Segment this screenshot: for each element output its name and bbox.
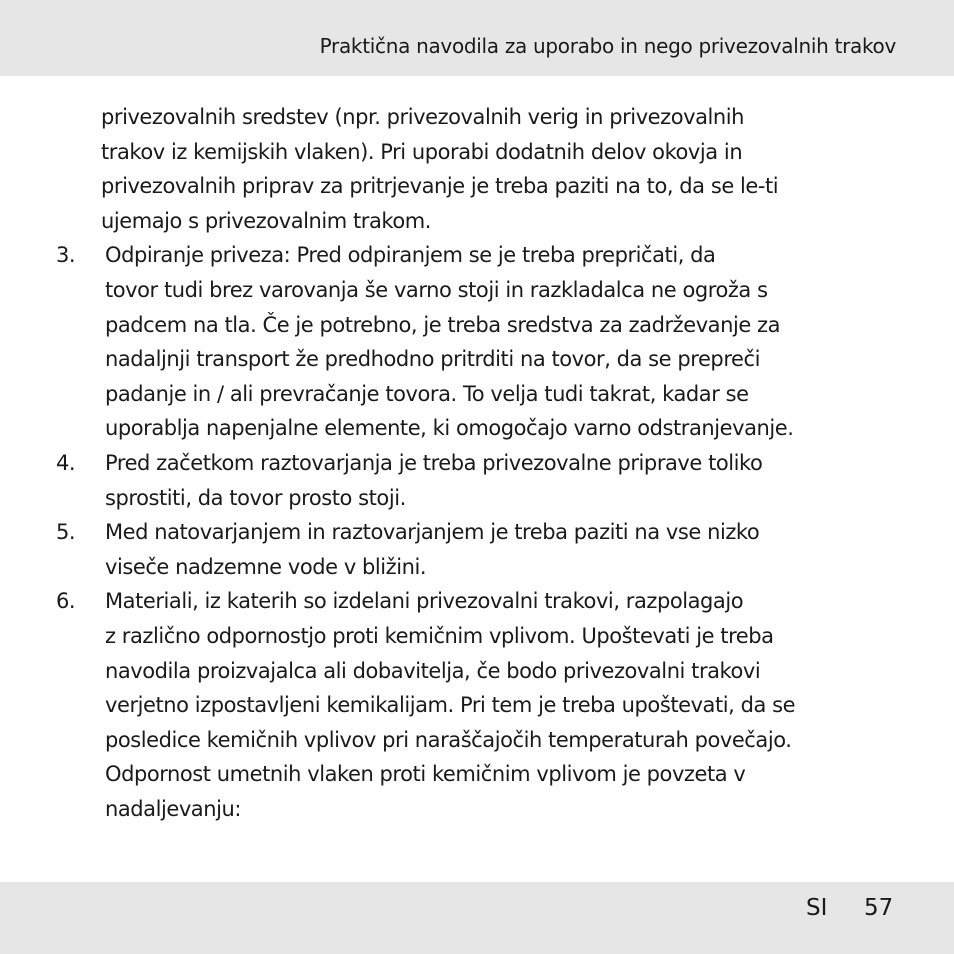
list-item-6-line xyxy=(0,654,954,689)
list-item-4-line xyxy=(0,481,954,516)
header-title: Praktična navodila za uporabo in nego privezovalnih trakov xyxy=(319,34,896,58)
intro-line xyxy=(0,100,954,135)
item-number: 4. xyxy=(56,450,76,475)
list-item-6-line xyxy=(0,792,954,827)
list-item-6-line xyxy=(0,688,954,723)
list-item-3-line xyxy=(0,377,954,412)
language-code: SI xyxy=(806,895,828,921)
list-item-4 xyxy=(0,446,954,481)
list-item-5 xyxy=(0,515,954,550)
list-item-6 xyxy=(0,584,954,619)
intro-line xyxy=(0,169,954,204)
item-text: uporablja napenjalne elemente, ki omogočajo varno odstranjevanje. xyxy=(105,416,794,441)
item-number: 5. xyxy=(56,520,76,545)
item-text: sprostiti, da tovor prosto stoji. xyxy=(105,485,406,510)
item-text: Pred začetkom raztovarjanja je treba privezovalne priprave toliko xyxy=(105,450,763,475)
list-item-6-line xyxy=(0,619,954,654)
list-item-5-line xyxy=(0,550,954,585)
intro-text: ujemajo s privezovalnim trakom. xyxy=(101,208,431,233)
item-text: navodila proizvajalca ali dobavitelja, če bodo privezovalni trakovi xyxy=(105,658,761,683)
intro-line xyxy=(0,135,954,170)
intro-text: privezovalnih priprav za pritrjevanje je treba paziti na to, da se le-ti xyxy=(101,174,779,199)
item-text: posledice kemičnih vplivov pri naraščajočih temperaturah povečajo. xyxy=(105,727,792,752)
page-footer xyxy=(0,882,954,954)
list-item-3-line xyxy=(0,308,954,343)
item-number: 6. xyxy=(56,589,76,614)
list-item-6-line xyxy=(0,723,954,758)
item-text: viseče nadzemne vode v bližini. xyxy=(105,554,427,579)
page-header xyxy=(0,0,954,76)
intro-line xyxy=(0,204,954,239)
page-number: 57 xyxy=(864,895,894,921)
item-text: padanje in / ali prevračanje tovora. To velja tudi takrat, kadar se xyxy=(105,381,749,406)
page-body xyxy=(0,100,954,826)
item-text: nadaljnji transport že predhodno pritrditi na tovor, da se prepreči xyxy=(105,347,760,372)
item-text: z različno odpornostjo proti kemičnim vplivom. Upoštevati je treba xyxy=(105,623,774,648)
intro-text: trakov iz kemijskih vlaken). Pri uporabi dodatnih delov okovja in xyxy=(101,139,743,164)
item-text: verjetno izpostavljeni kemikalijam. Pri tem je treba upoštevati, da se xyxy=(105,693,796,718)
item-text: Odpornost umetnih vlaken proti kemičnim vplivom je povzeta v xyxy=(105,762,746,787)
item-text: nadaljevanju: xyxy=(105,796,241,821)
list-item-3-line xyxy=(0,411,954,446)
list-item-3-line xyxy=(0,273,954,308)
item-text: padcem na tla. Če je potrebno, je treba sredstva za zadrževanje za xyxy=(105,312,781,337)
item-text: Materiali, iz katerih so izdelani privezovalni trakovi, razpolagajo xyxy=(105,589,744,614)
list-item-3-line xyxy=(0,342,954,377)
item-number: 3. xyxy=(56,243,76,268)
item-text: Med natovarjanjem in raztovarjanjem je treba paziti na vse nizko xyxy=(105,520,760,545)
intro-text: privezovalnih sredstev (npr. privezovalnih verig in privezovalnih xyxy=(101,105,744,129)
list-item-6-line xyxy=(0,757,954,792)
item-text: tovor tudi brez varovanja še varno stoji in razkladalca ne ogroža s xyxy=(105,277,768,302)
item-text: Odpiranje priveza: Pred odpiranjem se je treba prepričati, da xyxy=(105,243,716,268)
list-item-3 xyxy=(0,238,954,273)
